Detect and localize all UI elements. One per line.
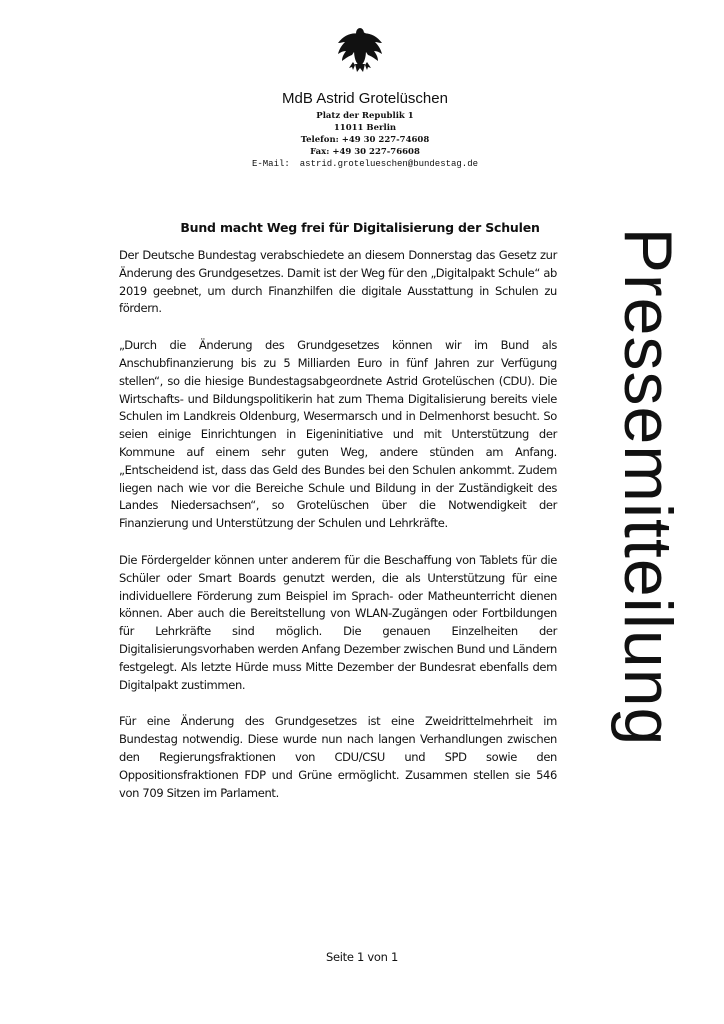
press-release-body xyxy=(119,247,557,821)
paragraph: Die Fördergelder können unter anderem für die Beschaffung von Tablets für die Schüler oder Smart Boards genutzt werden, die als Unterstützung für eine individuellere Förderung zum Beispiel im Sprach- oder Matheunterricht dienen können. Aber auch die Bereitstellung von WLAN-Zugängen oder Fortbildungen für Lehrkräfte sind möglich. Die genauen Einzelheiten der Digitalisierungsvorhaben werden Anfang Dezember zwischen Bund und Ländern festgelegt. Als letzte Hürde muss Mitte Dezember der Bundesrat ebenfalls dem Digitalpakt zustimmen. xyxy=(119,552,557,692)
sender-name: MdB Astrid Grotelüschen xyxy=(282,90,448,107)
paragraph: Der Deutsche Bundestag verabschiedete an diesem Donnerstag das Gesetz zur Änderung des Grundgesetzes. Damit ist der Weg für den „Digitalpakt Schule“ ab 2019 geebnet, um durch Finanzhilfen die digitale Ausstattung in Schulen zu fördern. xyxy=(119,248,557,316)
headline: Bund macht Weg frei für Digitalisierung der Schulen xyxy=(180,220,540,235)
sender-address-city: 11011 Berlin xyxy=(333,123,397,133)
sender-phone: Telefon: +49 30 227-74608 xyxy=(300,135,430,145)
page-number: Seite 1 von 1 xyxy=(326,950,398,964)
email-label: E-Mail: xyxy=(251,159,290,169)
bundesadler-icon xyxy=(335,24,385,74)
sender-email-row xyxy=(200,158,530,171)
sender-block xyxy=(200,90,530,171)
side-title: Pressemitteilung xyxy=(610,227,686,747)
paragraph: Für eine Änderung des Grundgesetzes ist eine Zweidrittelmehrheit im Bundestag notwendig. Diese wurde nun nach langen Verhandlungen zwischen den Regierungsfraktionen von CDU/CSU und SPD sowie den Oppositionsfraktionen FDP und Grüne ermöglicht. Zusammen stellen sie 546 von 709 Sitzen im Parlament. xyxy=(119,714,557,800)
email-address[interactable]: astrid.grotelueschen@bundestag.de xyxy=(299,159,479,169)
paragraph: „Durch die Änderung des Grundgesetzes können wir im Bund als Anschubfinanzierung bis zu 5 Milliarden Euro in fünf Jahren zur Verfügung stellen“, so die hiesige Bundestagsabgeordnete Astrid Grotelüschen (CDU). Die Wirtschafts- und Bildungspolitikerin hat zum Thema Digitalisierung bereits viele Schulen im Landkreis Oldenburg, Wesermarsch und in Delmenhorst besucht. So seien einige Einrichtungen in Eigeninitiative und mit Unterstützung der Kommune auf einem sehr guten Weg, andere stünden am Anfang. „Entscheidend ist, dass das Geld des Bundes bei den Schulen ankommt. Zudem liegen nach wie vor die Bereiche Schule und Bildung in der Zuständigkeit des Landes Niedersachsen“, so Grotelüschen über die Notwendigkeit der Finanzierung und Unterstützung der Schulen und Lehrkräfte. xyxy=(119,338,557,531)
sender-fax: Fax: +49 30 227-76608 xyxy=(310,147,420,157)
sender-address-street: Platz der Republik 1 xyxy=(316,111,414,121)
